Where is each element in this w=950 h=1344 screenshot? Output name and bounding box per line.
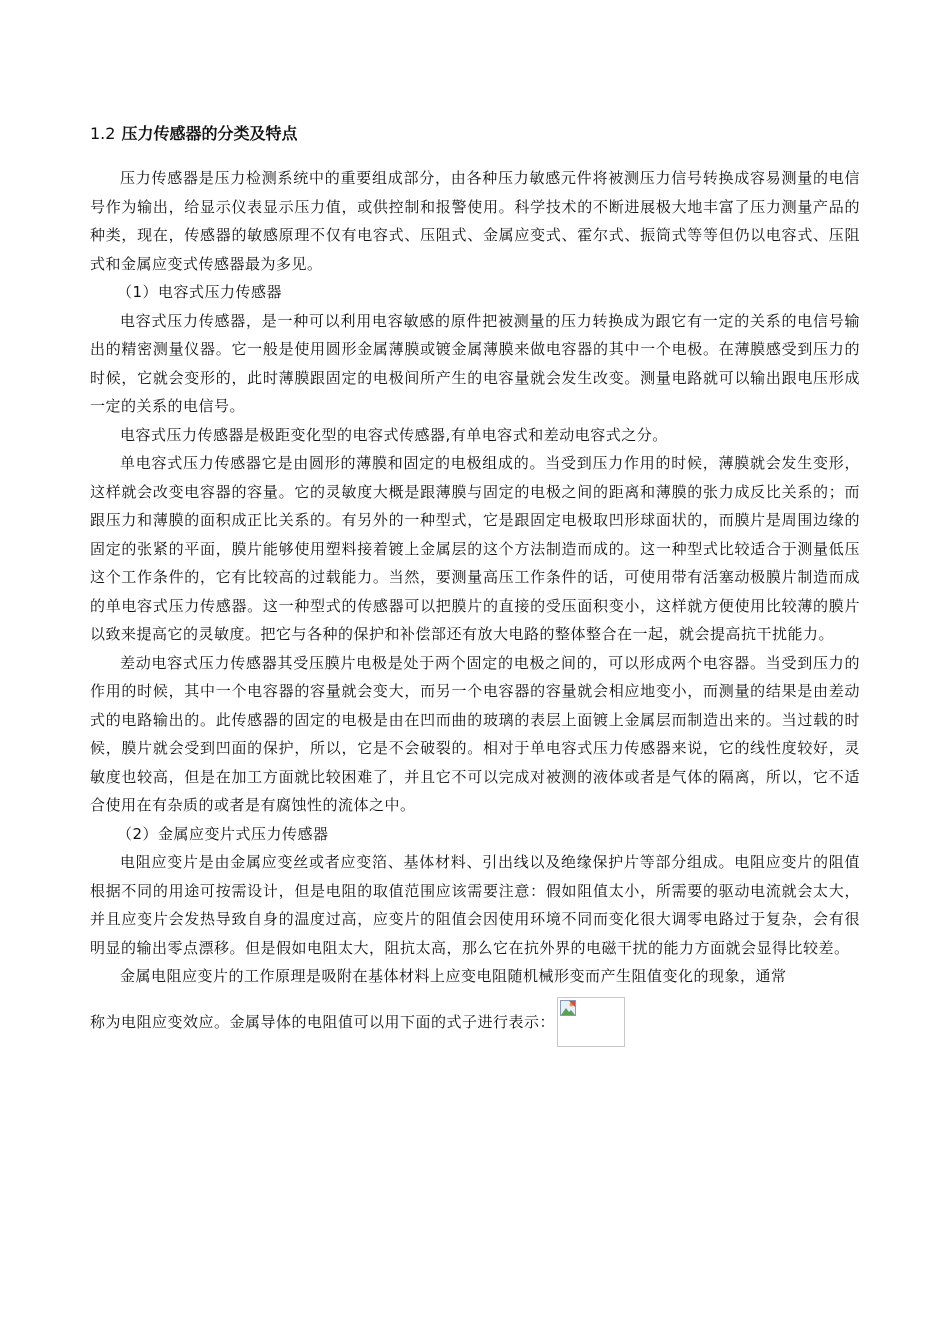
formula-image (557, 997, 625, 1047)
paragraph-capacitive-3: 单电容式压力传感器它是由圆形的薄膜和固定的电极组成的。当受到压力作用的时候，薄膜就会发生变形，这样就会改变电容器的容量。它的灵敏度大概是跟薄膜与固定的电极之间的距离和薄膜的张力成反比关系的；而跟压力和薄膜的面积成正比关系的。有另外的一种型式，它是跟固定电极取凹形球面状的，而膜片是周围边缘的固定的张紧的平面，膜片能够使用塑料接着镀上金属层的这个方法制造而成的。这一种型式比较适合于测量低压这个工作条件的，它有比较高的过载能力。当然，要测量高压工作条件的话，可使用带有活塞动极膜片制造而成的单电容式压力传感器。这一种型式的传感器可以把膜片的直接的受压面积变小，这样就方便使用比较薄的膜片以致来提高它的灵敏度。把它与各种的保护和补偿部还有放大电路的整体整合在一起，就会提高抗干扰能力。 (90, 454, 860, 643)
subheading-capacitive: （1）电容式压力传感器 (117, 283, 283, 301)
paragraph-strain-1: 电阻应变片是由金属应变丝或者应变箔、基体材料、引出线以及绝缘保护片等部分组成。电阻应变片的阻值根据不同的用途可按需设计，但是电阻的取值范围应该需要注意：假如阻值太小，所需要的驱动电流就会太大，并且应变片会发热导致自身的温度过高，应变片的阻值会因使用环境不同而变化很大调零电路过于复杂，会有很明显的输出零点漂移。但是假如电阻太大，阻抗太高，那么它在抗外界的电磁干扰的能力方面就会显得比较差。 (90, 853, 860, 957)
section-title: 压力传感器的分类及特点 (121, 124, 298, 143)
broken-image-icon (560, 1000, 576, 1016)
paragraph-strain-2: 金属电阻应变片的工作原理是吸附在基体材料上应变电阻随机械形变而产生阻值变化的现象，通常 (120, 967, 787, 985)
subheading-strain-gauge: （2）金属应变片式压力传感器 (117, 824, 329, 843)
paragraph-capacitive-1: 电容式压力传感器，是一种可以利用电容敏感的原件把被测量的压力转换成为跟它有一定的关系的电信号输出的精密测量仪器。它一般是使用圆形金属薄膜或镀金属薄膜来做电容器的其中一个电极。在薄膜感受到压力的时候，它就会变形的，此时薄膜跟固定的电极间所产生的电容量就会发生改变。测量电路就可以输出跟电压形成一定的关系的电信号。 (90, 311, 860, 415)
paragraph-capacitive-4: 差动电容式压力传感器其受压膜片电极是处于两个固定的电极之间的，可以形成两个电容器。当受到压力的作用的时候，其中一个电容器的容量就会变大，而另一个电容器的容量就会相应地变小，而测量的结果是由差动式的电路输出的。此传感器的固定的电极是由在凹而曲的玻璃的表层上面镀上金属层而制造出来的。当过载的时候，膜片就会受到凹面的保护，所以，它是不会破裂的。相对于单电容式压力传感器来说，它的线性度较好，灵敏度也较高，但是在加工方面就比较困难了，并且它不可以完成对被测的液体或者是气体的隔离，所以，它不适合使用在有杂质的或者是有腐蚀性的流体之中。 (90, 653, 860, 814)
section-heading (90, 122, 860, 146)
paragraph-intro: 压力传感器是压力检测系统中的重要组成部分，由各种压力敏感元件将被测压力信号转换成容易测量的电信号作为输出，给显示仪表显示压力值，或供控制和报警使用。科学技术的不断进展极大地丰富了压力测量产品的种类，现在，传感器的敏感原理不仅有电容式、压阻式、金属应变式、霍尔式、振筒式等等但仍以电容式、压阻式和金属应变式传感器最为多见。 (90, 169, 860, 273)
paragraph-capacitive-2: 电容式压力传感器是极距变化型的电容式传感器,有单电容式和差动电容式之分。 (120, 425, 668, 444)
section-number: 1.2 (90, 124, 116, 143)
paragraph-strain-2-continued (90, 997, 860, 1048)
strain-2-text-end: 称为电阻应变效应。金属导体的电阻值可以用下面的式子进行表示： (90, 1012, 556, 1031)
document-page (90, 122, 860, 1047)
